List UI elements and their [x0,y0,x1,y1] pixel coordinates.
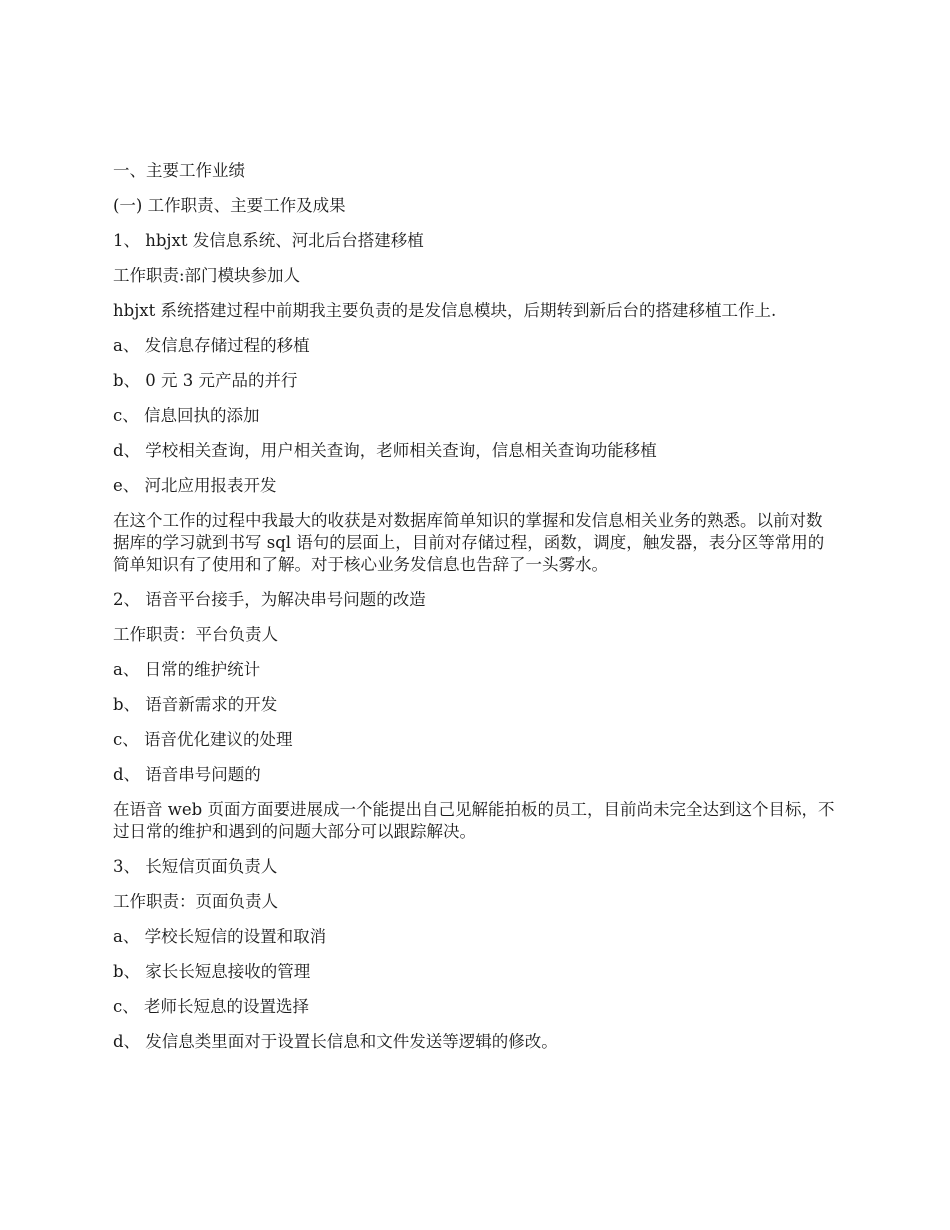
list-item: b、 语音新需求的开发 [113,695,278,714]
summary-paragraph-2: 在语音 web 页面方面要进展成一个能提出自己见解能拍板的员工，目前尚未完全达到这个目标，不过日常的维护和遇到的问题大部分可以跟踪解决。 [113,800,835,841]
section-heading: 一、主要工作业绩 [113,161,245,180]
list-item: c、 语音优化建议的处理 [113,730,293,749]
list-item: a、 发信息存储过程的移植 [113,336,310,355]
list-item: c、 老师长短息的设置选择 [113,997,309,1016]
document-body [113,160,835,1066]
item-heading-3: 3、 长短信页面负责人 [113,857,278,876]
list-item: a、 日常的维护统计 [113,660,261,679]
item-heading-1: 1、 hbjxt 发信息系统、河北后台搭建移植 [113,231,424,250]
list-item: c、 信息回执的添加 [113,406,260,425]
list-item: d、 学校相关查询，用户相关查询，老师相关查询，信息相关查询功能移植 [113,441,657,460]
list-item: e、 河北应用报表开发 [113,476,277,495]
item-heading-2: 2、 语音平台接手，为解决串号问题的改造 [113,590,426,609]
list-item: a、 学校长短信的设置和取消 [113,927,327,946]
list-item: d、 语音串号问题的 [113,765,261,784]
list-item: d、 发信息类里面对于设置长信息和文件发送等逻辑的修改。 [113,1032,558,1051]
duty-line-2: 工作职责：平台负责人 [113,625,278,644]
list-item: b、 0 元 3 元产品的并行 [113,371,298,390]
subsection-heading: (一) 工作职责、主要工作及成果 [113,196,346,215]
summary-paragraph-1: 在这个工作的过程中我最大的收获是对数据库简单知识的掌握和发信息相关业务的熟悉。以前对数据库的学习就到书写 sql 语句的层面上，目前对存储过程，函数，调度，触发器，表分区等常用的简单知识有了使用和了解。对于核心业务发信息也告辞了一头雾水。 [113,511,825,574]
duty-line-3: 工作职责：页面负责人 [113,892,278,911]
duty-line-1: 工作职责:部门模块参加人 [113,266,301,285]
list-item: b、 家长长短息接收的管理 [113,962,311,981]
description-paragraph-1: hbjxt 系统搭建过程中前期我主要负责的是发信息模块，后期转到新后台的搭建移植工作上. [113,301,777,320]
